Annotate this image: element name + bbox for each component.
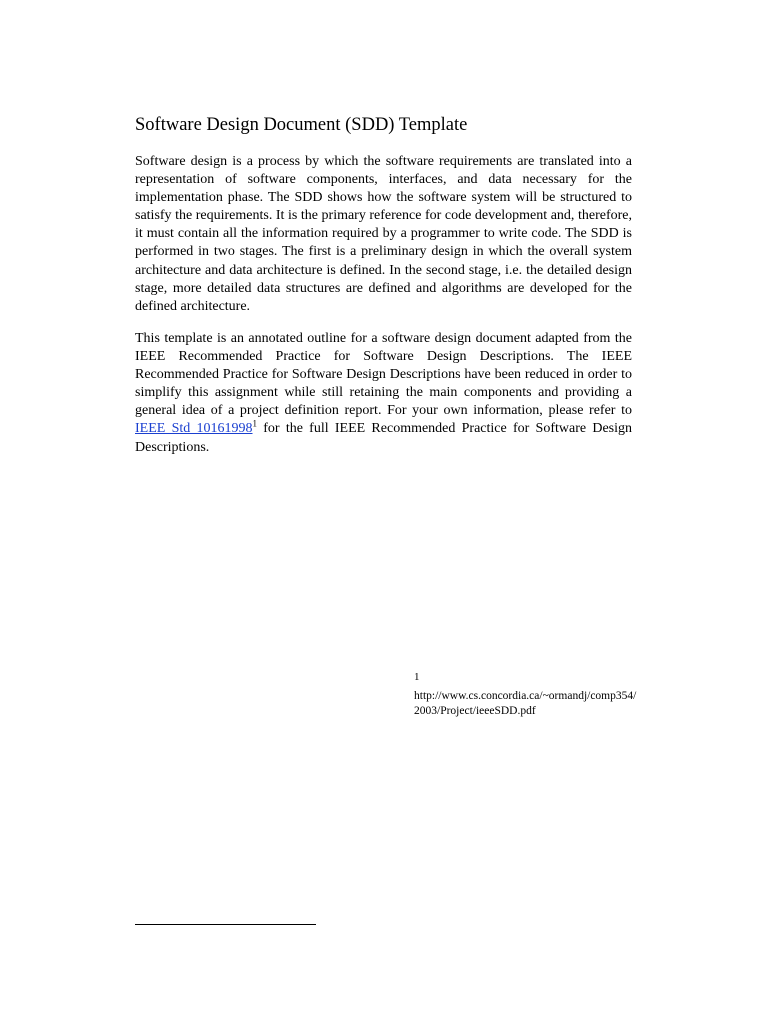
document-title: Software Design Document (SDD) Template — [135, 115, 468, 135]
template-paragraph — [135, 330, 632, 457]
footnote-number: 1 — [414, 671, 420, 683]
intro-paragraph: Software design is a process by which the software requirements are translated into a representation of software components, interfaces, and data necessary for the implementation phase. The SDD shows how the software system will be structured to satisfy the requirements. It is the primary reference for code development and, therefore, it must contain all the information required by a programmer to write code. The SDD is performed in two stages. The first is a preliminary design in which the overall system architecture and data architecture is defined. In the second stage, i.e. the detailed design stage, more detailed data structures are defined and algorithms are developed for the defined architecture. — [135, 154, 632, 314]
template-paragraph-text: This template is an annotated outline for a software design document adapted from the IEEE Recommended Practice for Software Design Descriptions. The IEEE Recommended Practice for Software Design Descriptions have been reduced in order to simplify this assignment while still retaining the main components and providing a general idea of a project definition report. For your own information, please refer to — [135, 331, 632, 419]
footnote-separator — [135, 924, 316, 925]
ieee-std-link[interactable]: IEEE Std 10161998 — [135, 421, 253, 437]
template-paragraph-text-end: for the full IEEE Recommended Practice for Software Design Descriptions. — [135, 421, 632, 455]
footnote-url: http://www.cs.concordia.ca/~ormandj/comp354/2003/Project/ieeeSDD.pdf — [414, 690, 637, 717]
footnote-reference: 1 — [252, 418, 257, 429]
